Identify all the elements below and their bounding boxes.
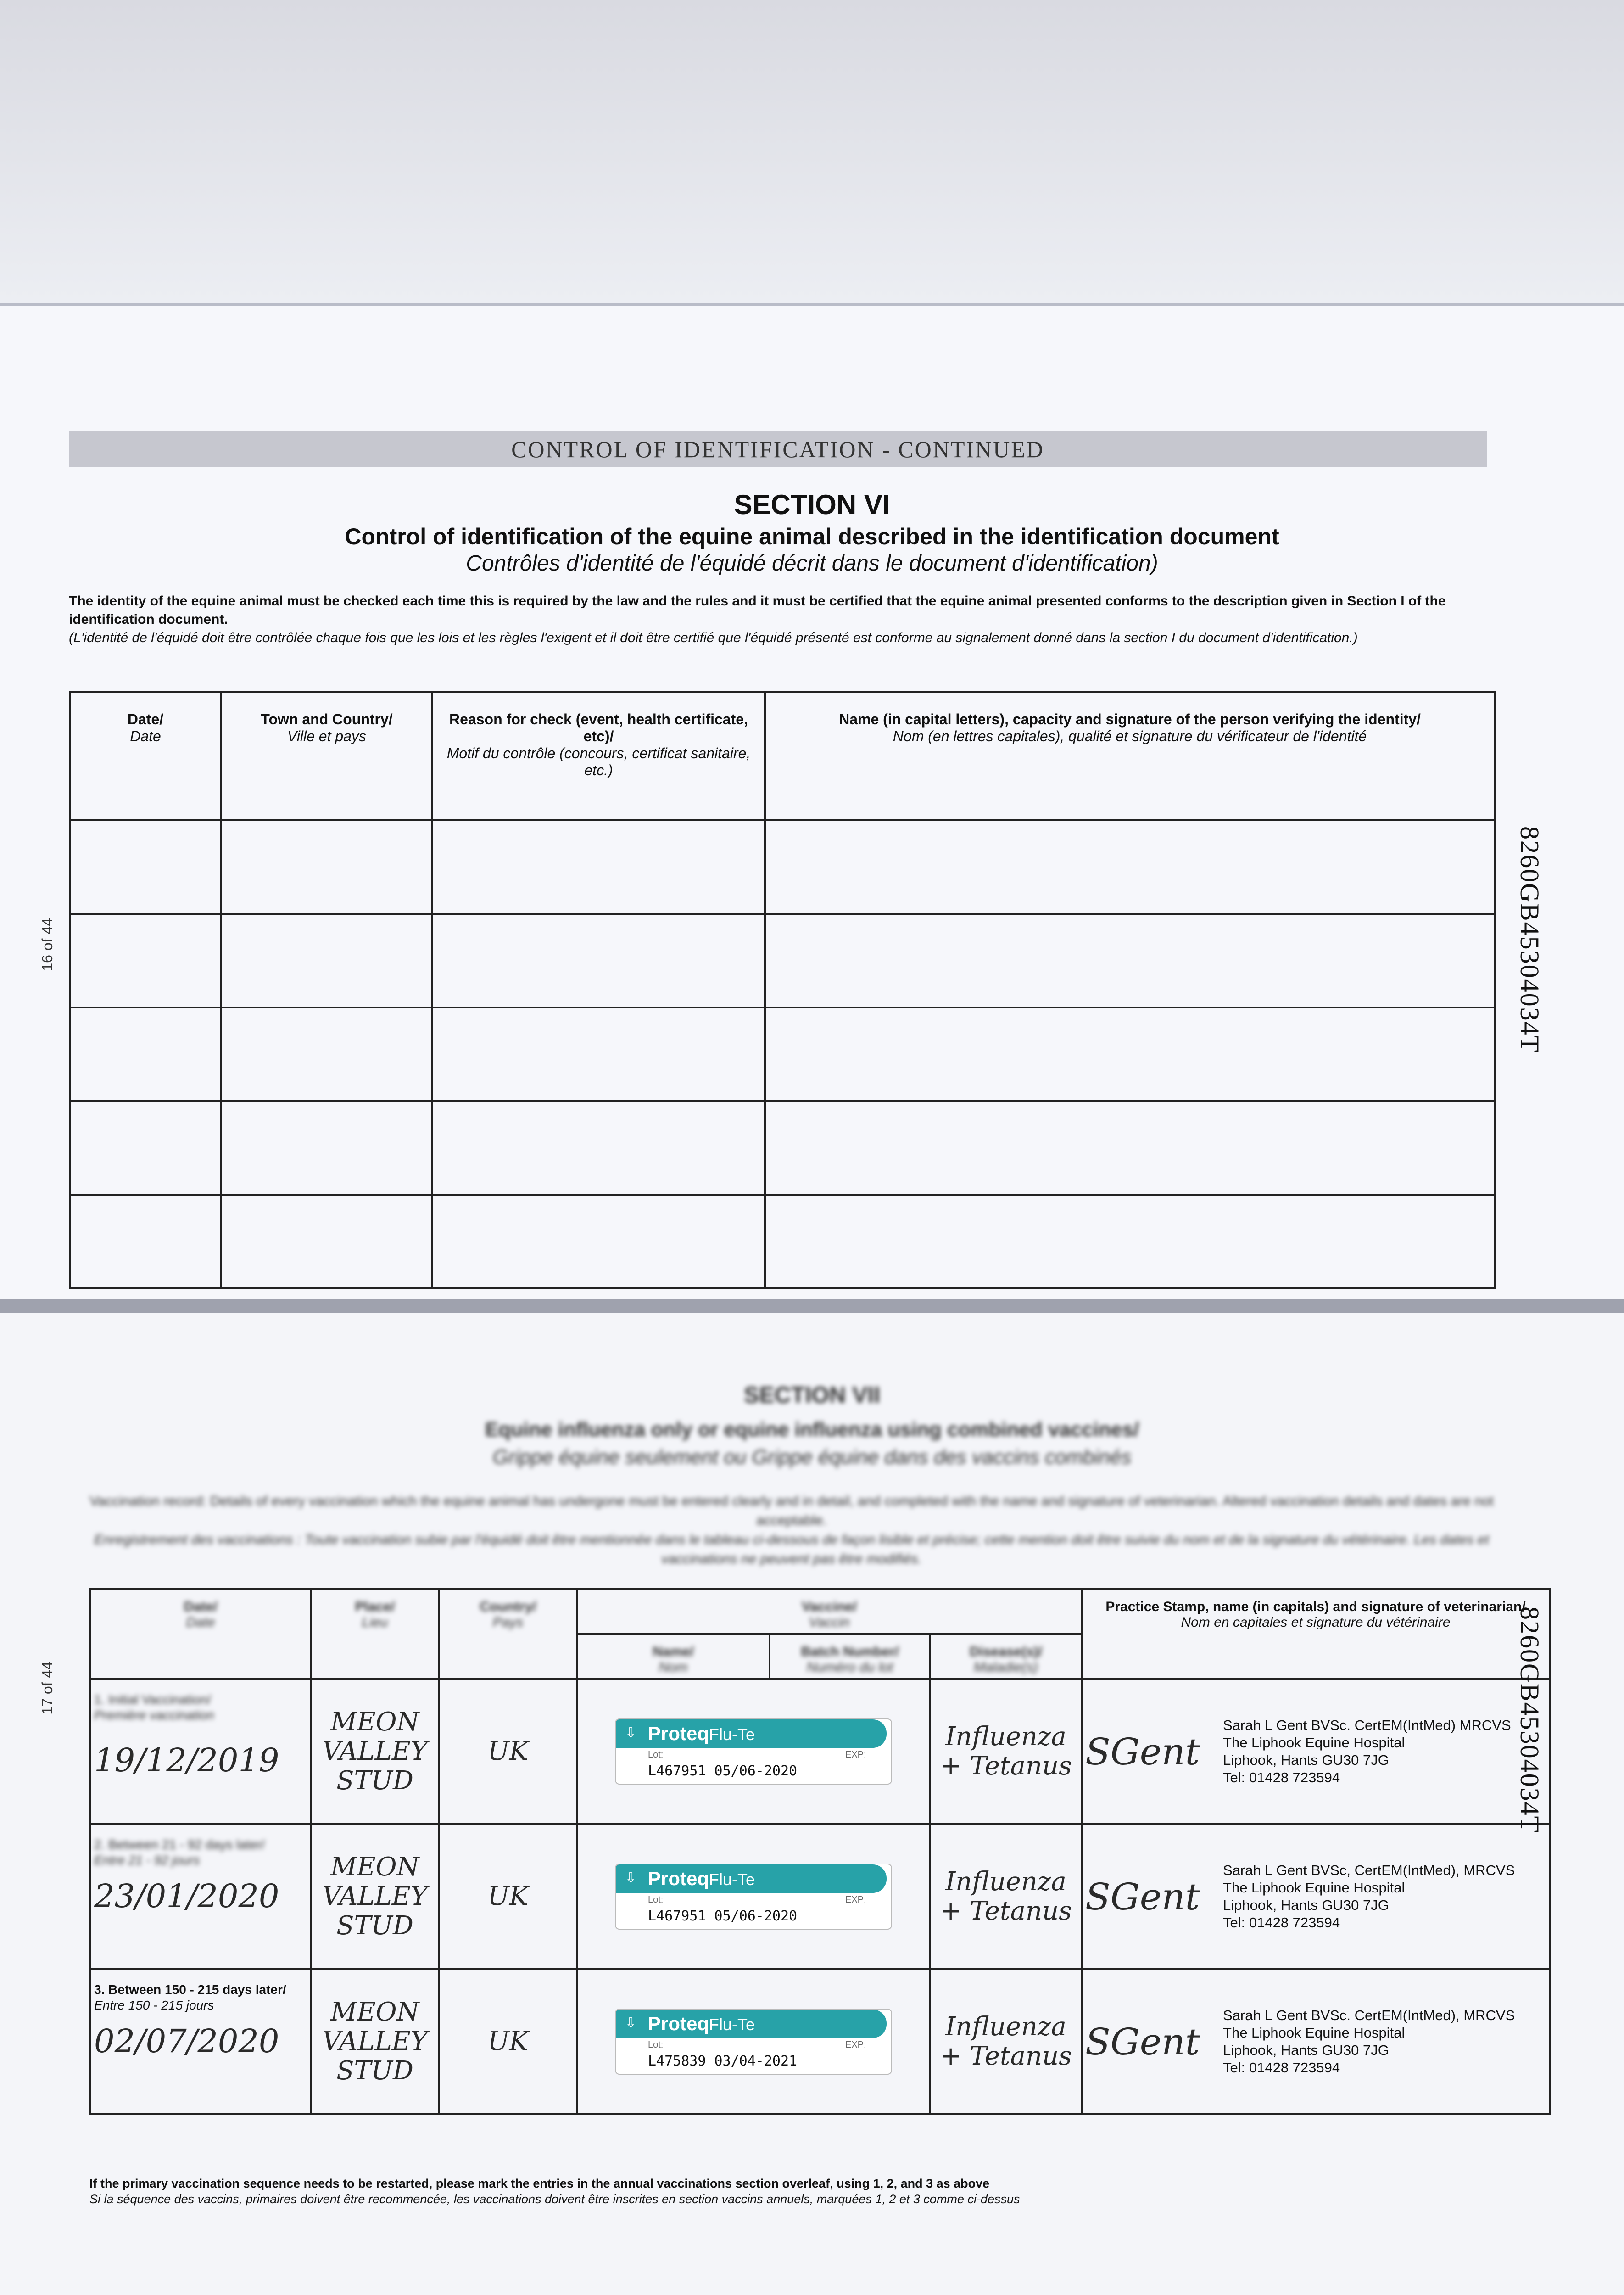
page-number-top: 16 of 44	[39, 918, 56, 971]
date-value: 02/07/2020	[94, 2022, 279, 2060]
identification-check-table	[69, 691, 1496, 1289]
page-number-bottom: 17 of 44	[39, 1662, 56, 1715]
country-cell[interactable]	[439, 1824, 577, 1969]
vaccine-sticker: ⇩ ProteqFlu-Te Lot: EXP: L467951 05/06-2020	[615, 1718, 892, 1785]
table-row	[90, 1679, 1550, 1824]
bottom-page	[0, 1299, 1624, 2295]
batch-number: L467951 05/06-2020	[648, 1763, 798, 1779]
vaccine-sticker: ⇩ ProteqFlu-Te Lot: EXP: L475839 03/04-2021	[615, 2009, 892, 2075]
cell[interactable]	[70, 1101, 221, 1195]
table-row	[70, 1008, 1495, 1101]
col-date: Date/ Date	[90, 1589, 311, 1679]
row-label: 3. Between 150 - 215 days later/ Entre 150 - 215 jours	[94, 1982, 286, 2012]
footnote-en: If the primary vaccination sequence needs to be restarted, please mark the entries in the annual vaccinations section overleaf, using 1, 2, and 3 as above	[89, 2177, 990, 2190]
vet-stamp: Sarah L Gent BVSc, CertEM(IntMed), MRCVS The Liphook Equine Hospital Liphook, Hants GU30 7JG Tel: 01428 723594	[1223, 1862, 1515, 1931]
cell[interactable]	[70, 914, 221, 1008]
table-row	[70, 820, 1495, 914]
col-vaccine: Vaccine/ Vaccin	[577, 1589, 1082, 1634]
vet-signature: SGent	[1085, 2020, 1200, 2063]
instruction-en: The identity of the equine animal must be checked each time this is required by the law and the rules and it must be certified that the equine animal presented conforms to the description given in Section I of the identification document.	[69, 593, 1446, 627]
vet-signature: SGent	[1085, 1875, 1200, 1918]
vaccine-name: ProteqFlu-Te	[616, 1719, 887, 1748]
batch-number: L467951 05/06-2020	[648, 1908, 798, 1924]
section-vii-heading: Equine influenza only or equine influenza using combined vaccines/	[485, 1418, 1139, 1441]
passport-code-top: 8260GB45304034T	[1515, 826, 1545, 1053]
col-vet: Practice Stamp, name (in capitals) and signature of veterinarian/ Nom en capitales et signature du vétérinaire	[1082, 1589, 1550, 1679]
cell[interactable]	[765, 820, 1495, 914]
col-country: Country/ Pays	[439, 1589, 577, 1679]
cell[interactable]	[221, 820, 432, 914]
date-cell[interactable]	[90, 1679, 311, 1824]
arrow-icon: ⇩	[625, 1725, 637, 1741]
col-place: Place/ Lieu	[311, 1589, 439, 1679]
cell[interactable]	[221, 1195, 432, 1288]
disease-cell[interactable]	[930, 1969, 1082, 2114]
cell[interactable]	[765, 1101, 1495, 1195]
section-vi-heading: Control of identification of the equine animal described in the identification document	[345, 524, 1279, 549]
arrow-icon: ⇩	[625, 2015, 637, 2031]
disease-cell[interactable]	[930, 1679, 1082, 1824]
section-vii-title: SECTION VII	[743, 1382, 881, 1408]
cell[interactable]	[765, 914, 1495, 1008]
arrow-icon: ⇩	[625, 1870, 637, 1886]
cell[interactable]	[70, 820, 221, 914]
section-vii-instructions	[83, 1492, 1501, 1569]
vet-stamp: Sarah L Gent BVSc. CertEM(IntMed), MRCVS The Liphook Equine Hospital Liphook, Hants GU30 7JG Tel: 01428 723594	[1223, 2007, 1515, 2076]
instruction-fr: (L'identité de l'équidé doit être contrôlée chaque fois que les lois et les règles l'exigent et il doit être certifié que l'équidé présenté est conforme au signalement donné dans la section I du document d'identification.)	[69, 630, 1358, 645]
section-banner: CONTROL OF IDENTIFICATION - CONTINUED	[69, 431, 1487, 467]
col-name: Name/ Nom	[577, 1634, 770, 1679]
table-row	[90, 1824, 1550, 1969]
place-cell[interactable]	[311, 1969, 439, 2114]
disease-value: Influenza + Tetanus	[940, 2012, 1072, 2071]
table-row	[70, 1101, 1495, 1195]
vaccine-name: ProteqFlu-Te	[616, 2010, 887, 2038]
cell[interactable]	[70, 1195, 221, 1288]
table-row	[90, 1969, 1550, 2114]
table-header-row	[90, 1589, 1550, 1634]
vet-cell[interactable]	[1082, 1679, 1550, 1824]
instruction-fr: Enregistrement des vaccinations : Toute vaccination subie par l'équidé doit être mentionnée dans le tableau ci-dessous de façon lisible et précise; cette mention doit être suivie du nom et de la signature du vétérinaire. Les dates et vaccinations ne peuvent pas être modifiés.	[94, 1532, 1489, 1567]
disease-cell[interactable]	[930, 1824, 1082, 1969]
country-cell[interactable]	[439, 1969, 577, 2114]
vaccine-label-cell[interactable]	[577, 1969, 930, 2114]
place-value: MEON VALLEY STUD	[322, 1997, 428, 2086]
cell[interactable]	[765, 1008, 1495, 1101]
instruction-en: Vaccination record: Details of every vaccination which the equine animal has undergone must be entered clearly and in detail, and completed with the name and signature of veterinarian. Altered vaccination details and dates are not acceptable.	[89, 1494, 1494, 1528]
cell[interactable]	[221, 1008, 432, 1101]
row-label: 1. Initial Vaccination/ Première vaccination	[94, 1692, 214, 1722]
col-date: Date/ Date	[70, 692, 221, 820]
place-cell[interactable]	[311, 1679, 439, 1824]
col-town-country: Town and Country/ Ville et pays	[221, 692, 432, 820]
batch-number: L475839 03/04-2021	[648, 2053, 798, 2069]
passport-code-bottom: 8260GB45304034T	[1515, 1606, 1545, 1833]
col-verifier: Name (in capital letters), capacity and signature of the person verifying the identity/ Nom (en lettres capitales), qualité et signature du vérificateur de l'identité	[765, 692, 1495, 820]
col-disease: Disease(s)/ Maladie(s)	[930, 1634, 1082, 1679]
section-vi-title: SECTION VI	[734, 489, 890, 520]
vet-signature: SGent	[1085, 1730, 1200, 1773]
place-value: MEON VALLEY STUD	[322, 1707, 428, 1796]
country-cell[interactable]	[439, 1679, 577, 1824]
country-value: UK	[487, 1881, 529, 1911]
vaccine-label-cell[interactable]	[577, 1824, 930, 1969]
place-cell[interactable]	[311, 1824, 439, 1969]
vet-cell[interactable]	[1082, 1824, 1550, 1969]
vaccine-name: ProteqFlu-Te	[616, 1864, 887, 1893]
date-cell[interactable]	[90, 1969, 311, 2114]
cell[interactable]	[432, 1008, 765, 1101]
table-row	[70, 914, 1495, 1008]
country-value: UK	[487, 2026, 529, 2056]
disease-value: Influenza + Tetanus	[940, 1867, 1072, 1926]
cell[interactable]	[70, 1008, 221, 1101]
cell[interactable]	[432, 914, 765, 1008]
row-label: 2. Between 21 - 92 days later/ Entre 21 - 92 jours	[94, 1837, 265, 1867]
col-reason: Reason for check (event, health certificate, etc)/ Motif du contrôle (concours, certificat sanitaire, etc.)	[432, 692, 765, 820]
table-header-row	[70, 692, 1495, 820]
section-vi-heading-fr: Contrôles d'identité de l'équidé décrit dans le document d'identification)	[466, 551, 1158, 576]
vaccine-label-cell[interactable]	[577, 1679, 930, 1824]
cell[interactable]	[432, 1101, 765, 1195]
cell[interactable]	[432, 820, 765, 914]
cell[interactable]	[432, 1195, 765, 1288]
vet-cell[interactable]	[1082, 1969, 1550, 2114]
disease-value: Influenza + Tetanus	[940, 1722, 1072, 1781]
top-background	[0, 0, 1624, 303]
date-value: 23/01/2020	[94, 1877, 279, 1915]
section-vii-heading-fr: Grippe équine seulement ou Grippe équine dans des vaccins combinés	[492, 1446, 1132, 1468]
vaccine-sticker: ⇩ ProteqFlu-Te Lot: EXP: L467951 05/06-2020	[615, 1864, 892, 1930]
col-batch: Batch Number/ Numéro du lot	[770, 1634, 930, 1679]
vet-stamp: Sarah L Gent BVSc. CertEM(IntMed) MRCVS The Liphook Equine Hospital Liphook, Hants GU30 7JG Tel: 01428 723594	[1223, 1717, 1511, 1786]
cell[interactable]	[765, 1195, 1495, 1288]
cell[interactable]	[221, 1101, 432, 1195]
section-vi-instructions	[69, 592, 1487, 647]
footnote	[89, 2176, 1549, 2207]
date-value: 19/12/2019	[94, 1741, 279, 1779]
date-cell[interactable]	[90, 1824, 311, 1969]
footnote-fr: Si la séquence des vaccins, primaires doivent être recommencée, les vaccinations doivent être inscrites en section vaccins annuels, marquées 1, 2 et 3 comme ci-dessus	[89, 2192, 1020, 2206]
country-value: UK	[487, 1736, 529, 1766]
vaccination-table	[89, 1588, 1551, 2115]
table-row	[70, 1195, 1495, 1288]
cell[interactable]	[221, 914, 432, 1008]
place-value: MEON VALLEY STUD	[322, 1852, 428, 1941]
